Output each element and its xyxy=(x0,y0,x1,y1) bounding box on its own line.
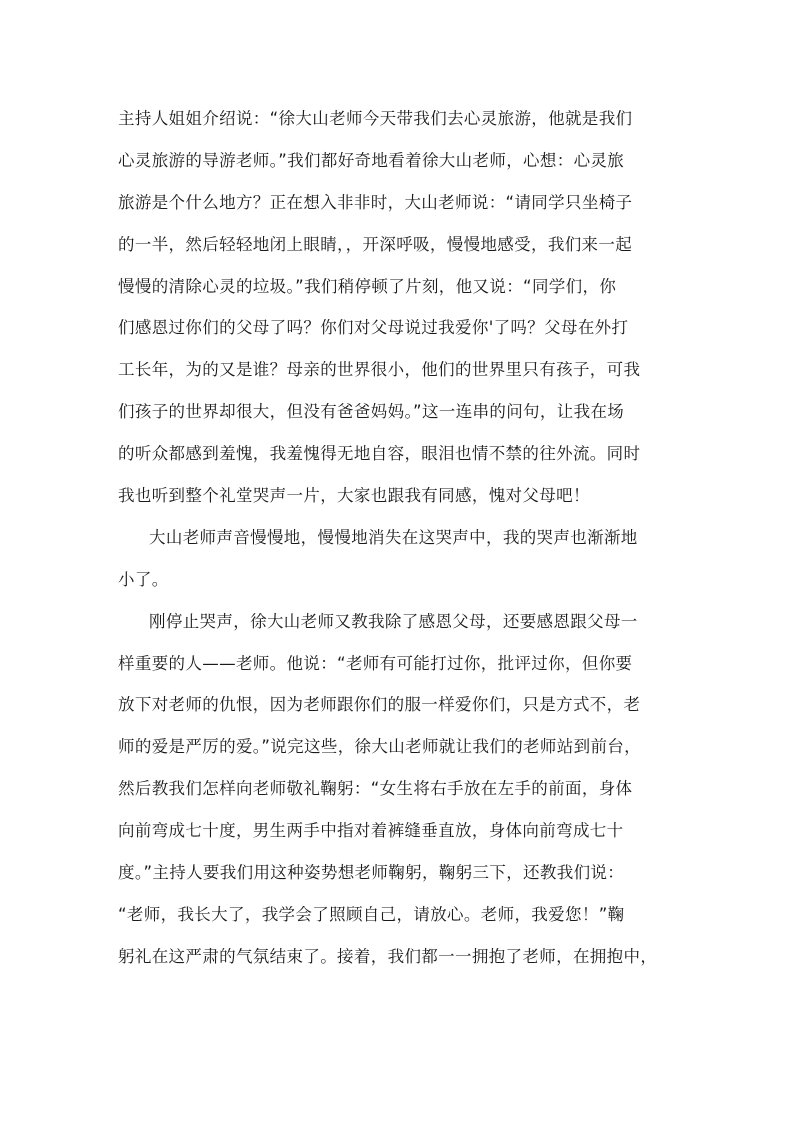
text-line: 放下对老师的仇恨，因为老师跟你们的服一样爱你们，只是方式不，老 xyxy=(118,695,641,715)
text-line: 的一半，然后轻轻地闭上眼睛，，开深呼吸，慢慢地感受，我们来一起 xyxy=(118,234,633,254)
text-line: 的听众都感到羞愧，我羞愧得无地自容，眼泪也情不禁的往外流。同时 xyxy=(118,444,641,464)
text-line: 师的爱是严厉的爱。”说完这些，徐大山老师就让我们的老师站到前台， xyxy=(118,737,641,757)
text-line: 慢慢的清除心灵的垃圾。”我们稍停顿了片刻，他又说：“同学们，你 xyxy=(118,276,617,296)
text-line: 向前弯成七十度，男生两手中指对着裤缝垂直放，身体向前弯成七十 xyxy=(118,821,624,841)
text-line: 主持人姐姐介绍说：“徐大山老师今天带我们去心灵旅游，他就是我们 xyxy=(118,109,633,128)
text-line: 刚停止哭声，徐大山老师又教我除了感恩父母，还要感恩跟父母一 xyxy=(149,611,638,631)
text-line: 躬礼在这严肃的气氛结束了。接着，我们都一一拥抱了老师，在拥抱中， xyxy=(118,946,658,966)
text-line: 度。”主持人要我们用这种姿势想老师鞠躬，鞠躬三下，还教我们说： xyxy=(118,863,625,883)
text-line: 们孩子的世界却很大，但没有爸爸妈妈。”这一连串的问句，让我在场 xyxy=(118,402,625,422)
text-line: 工长年，为的又是谁？母亲的世界很小，他们的世界里只有孩子，可我 xyxy=(118,360,641,380)
text-line: 小了。 xyxy=(118,569,169,589)
text-line: 心灵旅游的导游老师。”我们都好奇地看着徐大山老师，心想：心灵旅 xyxy=(118,150,625,170)
text-line: 旅游是个什么地方？正在想入非非时，大山老师说：“请同学只坐椅子 xyxy=(118,192,633,212)
text-line: 样重要的人——老师。他说：“老师有可能打过你，批评过你，但你要 xyxy=(118,653,633,673)
text-line: 我也听到整个礼堂哭声一片，大家也跟我有同感，愧对父母吧！ xyxy=(118,486,590,506)
text-line: “老师，我长大了，我学会了照顾自己，请放心。老师，我爱您！”鞠 xyxy=(118,904,625,924)
text-line: 然后教我们怎样向老师敬礼鞠躬：“女生将右手放在左手的前面，身体 xyxy=(118,779,633,799)
text-line: 大山老师声音慢慢地，慢慢地消失在这哭声中，我的哭声也渐渐地 xyxy=(149,527,638,547)
text-line: 们感恩过你们的父母了吗？你们对父母说过我爱你'了吗？父母在外打 xyxy=(118,318,629,338)
body-text xyxy=(118,98,678,978)
